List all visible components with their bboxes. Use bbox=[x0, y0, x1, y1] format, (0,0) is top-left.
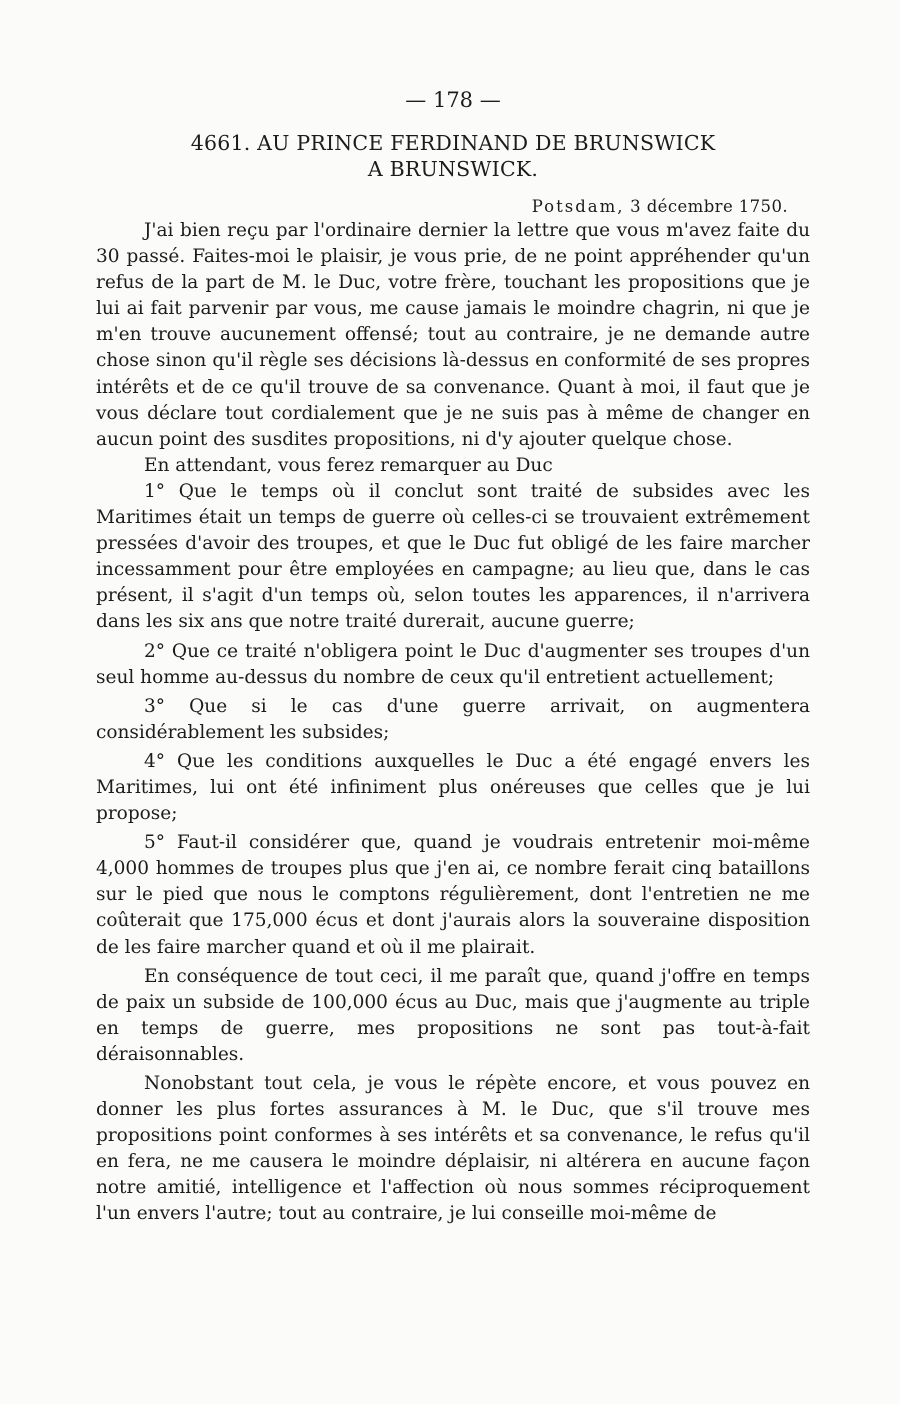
paragraph-point-3: 3° Que si le cas d'une guerre arrivait, on augmentera considérablement les subsides; bbox=[96, 695, 810, 743]
paragraph-consequence: En conséquence de tout ceci, il me paraît que, quand j'offre en temps de paix un subside de 100,000 écus au Duc, mais que j'augmente au triple en temps de guerre, mes propositions ne sont pas tout-à-fait déraisonnables. bbox=[96, 965, 810, 1065]
paragraph-point-2: 2° Que ce traité n'obligera point le Duc d'augmenter ses troupes d'un seul homme au-dessus du nombre de ceux qu'il entretient actuellement; bbox=[96, 640, 810, 688]
paragraph-nonobstant: Nonobstant tout cela, je vous le répète encore, et vous pouvez en donner les plus fortes assurances à M. le Duc, que s'il trouve mes propositions point conformes à ses intérêts et sa convenance, le refus qu'il en fera, ne me causera le moindre déplaisir, ni altérera en aucune façon notre amitié, intelligence et l'affection où nous sommes réciproquement l'un envers l'autre; tout au contraire, je lui conseille moi-même de bbox=[96, 1073, 810, 1225]
dateline-date: 3 décembre 1750. bbox=[630, 197, 788, 216]
dateline bbox=[96, 196, 788, 218]
page-number: — 178 — bbox=[405, 88, 501, 112]
dateline-place: Potsdam, bbox=[531, 197, 625, 216]
paragraph-point-5: 5° Faut-il considérer que, quand je voudrais entretenir moi-même 4,000 hommes de troupes plus que j'en ai, ce nombre ferait cinq bataillons sur le pied que nous le comptons régulièrement, dont l'entretien ne me coûterait que 175,000 écus et dont j'aurais alors la souveraine disposition de les faire marcher quand et où il me plairait. bbox=[96, 832, 810, 958]
paragraph-2: En attendant, vous ferez remarquer au Duc bbox=[144, 454, 553, 476]
heading-line-1: 4661. AU PRINCE FERDINAND DE BRUNSWICK bbox=[190, 131, 716, 155]
paragraph-1: J'ai bien reçu par l'ordinaire dernier la lettre que vous m'avez faite du 30 passé. Faites-moi le plaisir, je vous prie, de ne point appréhender qu'un refus de la part de M. le Duc, votre frère, touchant les propositions que je lui ai fait parvenir par vous, me cause jamais le moindre chagrin, ni que je m'en trouve aucunement offensé; tout au contraire, je ne demande autre chose sinon qu'il règle ses décisions là-dessus en conformité de ses propres intérêts et de ce qu'il trouve de sa convenance. Quant à moi, il faut que je vous déclare tout cordialement que je ne suis pas à même de changer en aucun point des susdites propositions, ni d'y ajouter quelque chose. bbox=[96, 220, 810, 450]
paragraph-point-1: 1° Que le temps où il conclut sont traité de subsides avec les Maritimes était un temps de guerre où celles-ci se trouvaient extrêmement pressées d'avoir des troupes, et que le Duc fut obligé de les faire marcher incessamment pour être employées en campagne; au lieu que, dans le cas présent, il s'agit d'un temps où, selon toutes les apparences, il n'arrivera dans les six ans que notre traité durerait, aucune guerre; bbox=[96, 480, 810, 633]
heading-line-2: A BRUNSWICK. bbox=[367, 157, 539, 181]
paragraph-point-4: 4° Que les conditions auxquelles le Duc a été engagé envers les Maritimes, lui ont été infiniment plus onéreuses que celles que je lui propose; bbox=[96, 750, 810, 825]
letter-body bbox=[96, 218, 810, 1228]
document-page bbox=[96, 84, 810, 1228]
letter-heading bbox=[96, 130, 810, 182]
